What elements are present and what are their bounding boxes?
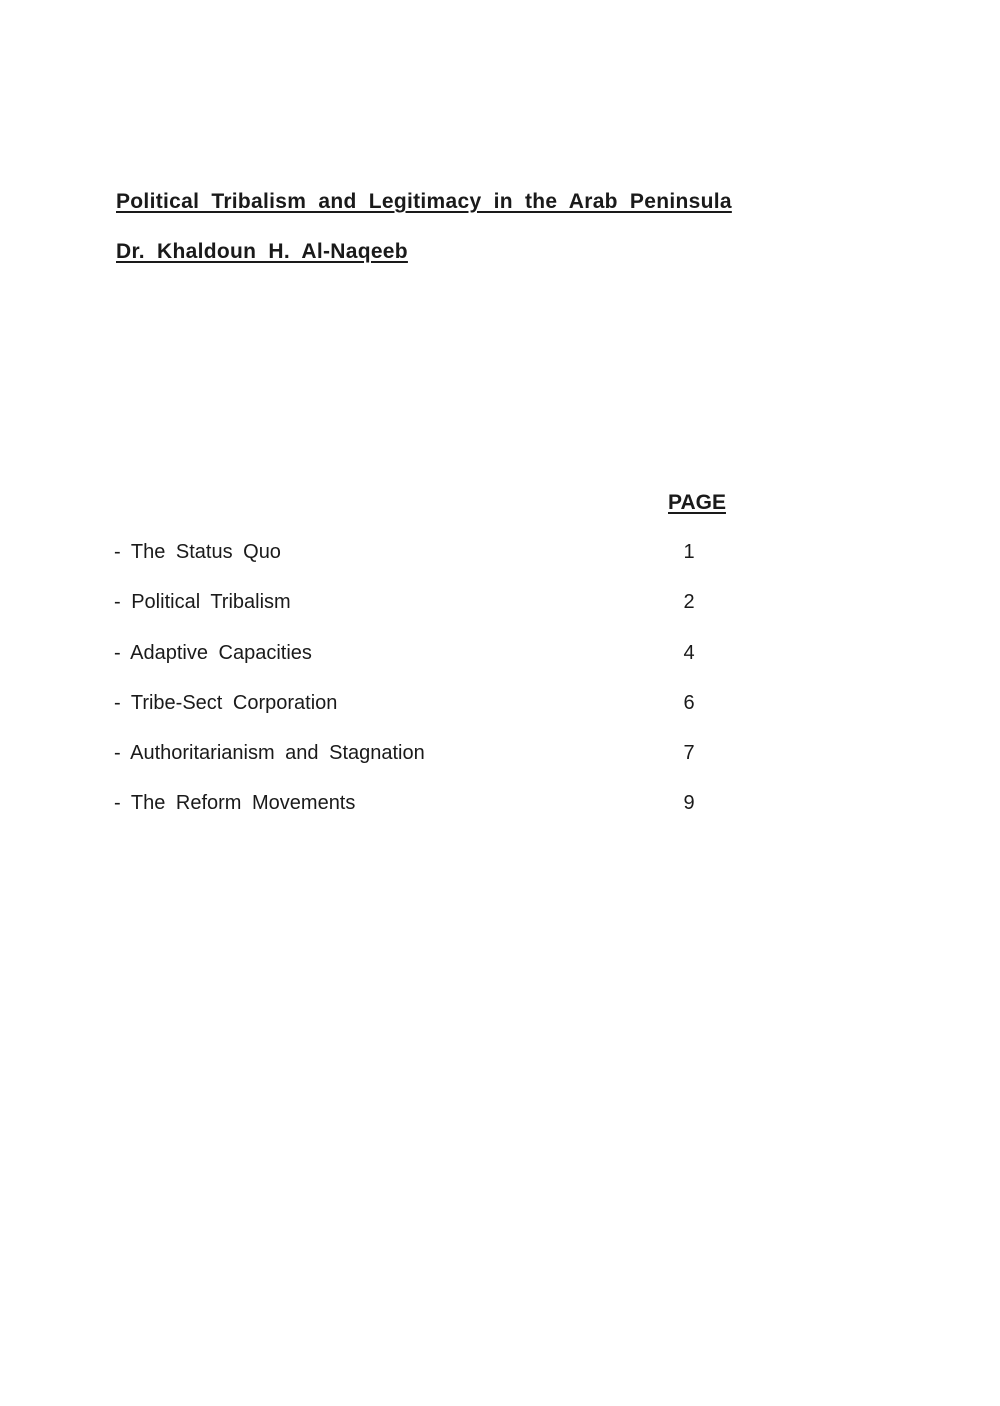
document-title: Political Tribalism and Legitimacy in the Arab Peninsula xyxy=(116,190,732,213)
toc-entry-page-number: 4 xyxy=(683,641,695,664)
toc-entry-label: - The Status Quo xyxy=(114,541,281,563)
toc-entry-political-tribalism xyxy=(114,591,754,641)
toc-entry-tribe-sect-corporation xyxy=(114,692,754,742)
toc-entry-label: - Adaptive Capacities xyxy=(114,641,312,664)
toc-entry-label: - The Reform Movements xyxy=(114,792,356,815)
document-author: Dr. Khaldoun H. Al-Naqeeb xyxy=(116,240,408,263)
toc-entry-adaptive-capacities xyxy=(114,642,754,692)
toc-entry-page-number: 7 xyxy=(683,742,695,765)
toc-entry-authoritarianism-stagnation xyxy=(114,742,754,792)
toc-entry-status-quo xyxy=(114,541,754,591)
toc-entry-page-number: 6 xyxy=(683,691,695,714)
toc-entry-page-number: 1 xyxy=(683,541,695,563)
toc-entry-label: - Authoritarianism and Stagnation xyxy=(114,742,425,765)
toc-entry-reform-movements xyxy=(114,792,754,842)
table-of-contents xyxy=(114,541,754,843)
toc-entry-label: - Tribe-Sect Corporation xyxy=(114,691,338,714)
toc-entry-label: - Political Tribalism xyxy=(114,591,291,614)
toc-entry-page-number: 2 xyxy=(683,591,695,614)
page-column-header: PAGE xyxy=(668,491,726,514)
toc-entry-page-number: 9 xyxy=(683,792,695,815)
